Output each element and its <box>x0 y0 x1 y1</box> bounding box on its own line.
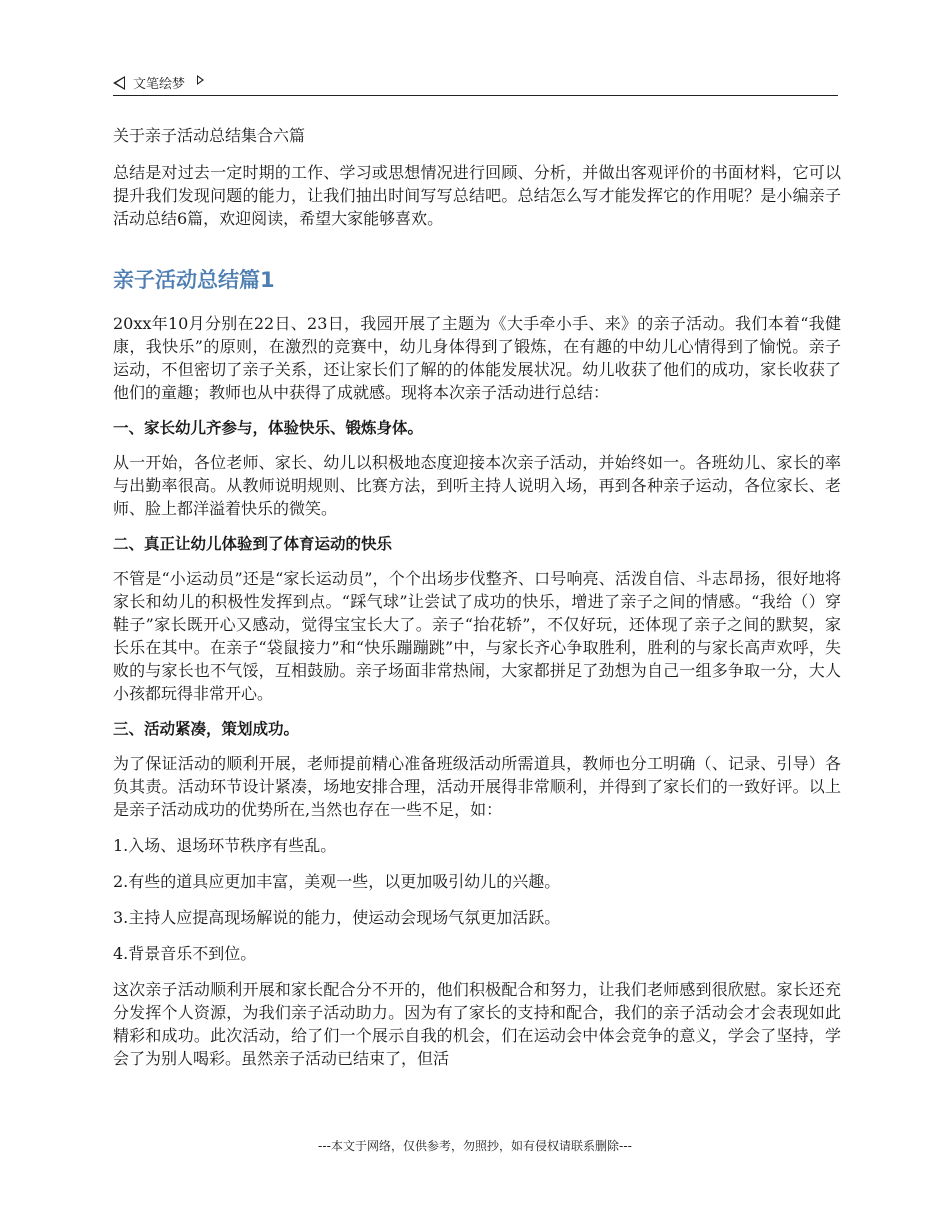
page-header <box>113 71 838 96</box>
subheading-3: 三、活动紧凑，策划成功。 <box>113 719 300 738</box>
subheading-2: 二、真正让幼儿体验到了体育运动的快乐 <box>113 534 393 553</box>
triangle-right-icon <box>197 75 204 85</box>
document-body <box>113 120 841 1070</box>
brand-name: 文笔绘梦 <box>133 77 186 92</box>
list-item: 3.主持人应提高现场解说的能力，使运动会现场气氛更加活跃。 <box>113 908 561 927</box>
brand <box>113 73 204 92</box>
document-title: 关于亲子活动总结集合六篇 <box>113 126 306 145</box>
list-item: 2.有些的道具应更加丰富，美观一些，以更加吸引幼儿的兴趣。 <box>113 872 561 891</box>
paragraph-5: 这次亲子活动顺利开展和家长配合分不开的，他们积极配合和努力，让我们老师感到很欣慰。家长还充分发挥个人资源，为我们亲子活动助力。因为有了家长的支持和配合，我们的亲子活动会才会表现如此精彩和成功。此次活动，给了们一个展示自我的机会，们在运动会中体会竞争的意义，学会了坚持，学会了为别人喝彩。虽然亲子活动已结束了，但活 <box>113 980 841 1068</box>
paragraph-4: 为了保证活动的顺利开展，老师提前精心准备班级活动所需道具，教师也分工明确（、记录、引导）各负其责。活动环节设计紧凑，场地安排合理，活动开展得非常顺利，并得到了家长们的一致好评。以上是亲子活动成功的优势所在,当然也存在一些不足，如： <box>113 754 841 819</box>
section-heading: 亲子活动总结篇1 <box>113 268 275 292</box>
list-item: 4.背景音乐不到位。 <box>113 944 257 963</box>
paragraph-1: 20xx年10月分别在22日、23日，我园开展了主题为《大手牵小手、来》的亲子活动。我们本着“我健康，我快乐”的原则，在激烈的竞赛中，幼儿身体得到了锻炼，在有趣的中幼儿心情得到了愉悦。亲子运动，不但密切了亲子关系，还让家长们了解的的体能发展状况。幼儿收获了他们的成功，家长收获了他们的童趣；教师也从中获得了成就感。现将本次亲子活动进行总结： <box>113 314 841 402</box>
footer-disclaimer: ---本文于网络，仅供参考，勿照抄，如有侵权请联系删除--- <box>318 1139 632 1153</box>
paragraph-3: 不管是“小运动员”还是“家长运动员”，个个出场步伐整齐、口号响亮、活泼自信、斗志昂扬，很好地将家长和幼儿的积极性发挥到点。“踩气球”让尝试了成功的快乐，增进了亲子之间的情感。“我给（）穿鞋子”家长既开心又感动，觉得宝宝长大了。亲子“抬花轿”，不仅好玩，还体现了亲子之间的默契，家长乐在其中。在亲子“袋鼠接力”和“快乐蹦蹦跳”中，与家长齐心争取胜利，胜利的与家长高声欢呼，失败的与家长也不气馁，互相鼓励。亲子场面非常热闹，大家都拼足了劲想为自己一组多争取一分，大人小孩都玩得非常开心。 <box>113 569 841 703</box>
intro-paragraph: 总结是对过去一定时期的工作、学习或思想情况进行回顾、分析，并做出客观评价的书面材料，它可以提升我们发现问题的能力，让我们抽出时间写写总结吧。总结怎么写才能发挥它的作用呢？是小编亲子活动总结6篇，欢迎阅读，希望大家能够喜欢。 <box>113 163 841 228</box>
subheading-1: 一、家长幼儿齐参与，体验快乐、锻炼身体。 <box>113 418 424 437</box>
triangle-left-icon <box>113 76 125 90</box>
list-item: 1.入场、退场环节秩序有些乱。 <box>113 836 337 855</box>
paragraph-2: 从一开始，各位老师、家长、幼儿以积极地态度迎接本次亲子活动，并始终如一。各班幼儿、家长的率与出勤率很高。从教师说明规则、比赛方法，到听主持人说明入场，再到各种亲子运动，各位家长、老师、脸上都洋溢着快乐的微笑。 <box>113 453 841 518</box>
